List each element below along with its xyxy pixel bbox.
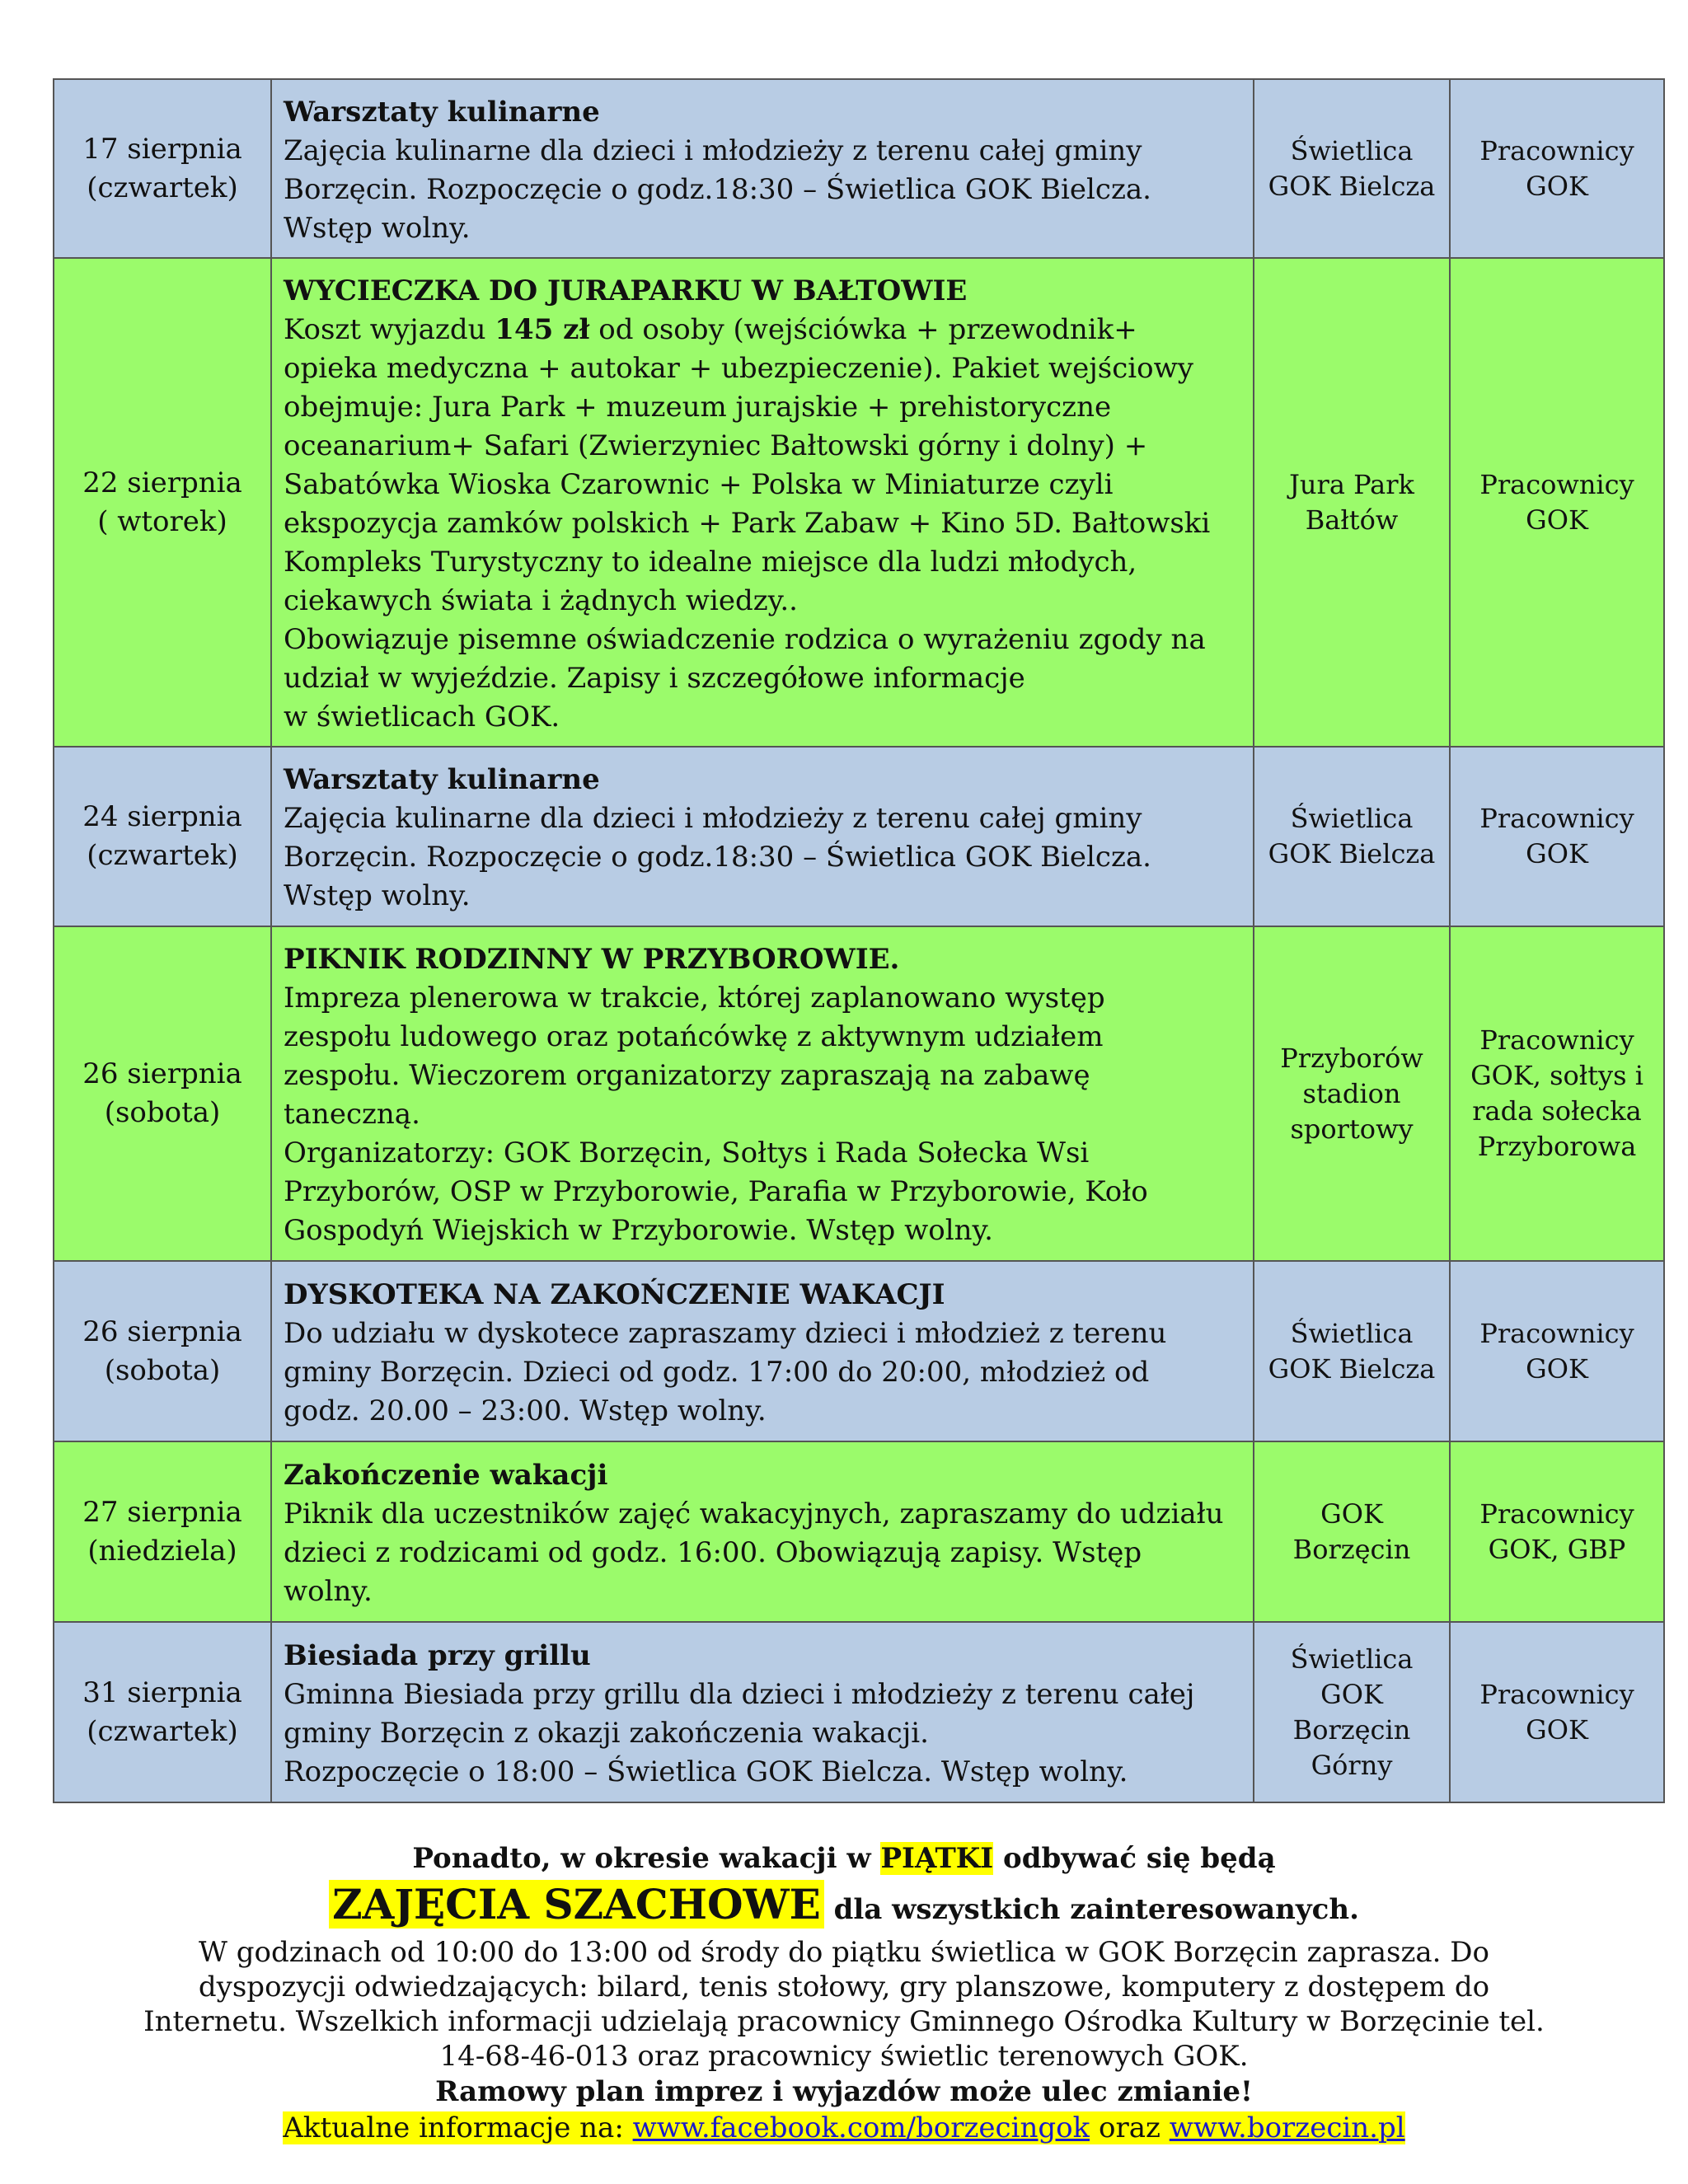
event-place: Świetlica GOK Bielcza [1254,79,1450,258]
event-place: Jura Park Bałtów [1254,258,1450,747]
event-place: GOK Borzęcin [1254,1441,1450,1622]
event-date: 17 sierpnia (czwartek) [54,79,271,258]
event-organizer: Pracownicy GOK, sołtys i rada sołecka Przyborowa [1450,926,1664,1261]
event-title: Zakończenie wakacji [284,1458,608,1492]
event-date: 31 sierpnia (czwartek) [54,1622,271,1802]
event-title: DYSKOTEKA NA ZAKOŃCZENIE WAKACJI [284,1277,945,1311]
event-title: PIKNIK RODZINNY W PRZYBOROWIE. [284,943,900,976]
event-date: 22 sierpnia ( wtorek) [54,258,271,747]
event-organizer: Pracownicy GOK [1450,1622,1664,1802]
chess-classes-highlight: ZAJĘCIA SZACHOWE [329,1880,824,1929]
event-body: Gminna Biesiada przy grillu dla dzieci i młodzieży z terenu całej gminy Borzęcin z okazji zakończenia wakacji. Rozpoczęcie o 18:00 – Świetlica GOK Bielcza. Wstęp wolny. [284,1677,1195,1788]
event-date: 26 sierpnia (sobota) [54,1261,271,1441]
event-body: Impreza plenerowa w trakcie, której zaplanowano występ zespołu ludowego oraz potańcówkę z aktywnym udziałem zespołu. Wieczorem organizatorzy zapraszają na zabawę taneczną. Organizatorzy: GOK Borzęcin, Sołtys i Rada Sołecka Wsi Przyborów, OSP w Przyborowie, Parafia w Przyborowie, Koło Gospodyń Wiejskich w Przyborowie. Wstęp wolny. [284,982,1148,1247]
event-body: Do udziału w dyskotece zapraszamy dzieci i młodzież z terenu gminy Borzęcin. Dzieci od godz. 17:00 do 20:00, młodzież od godz. 20.00 – 23:00. Wstęp wolny. [284,1316,1167,1427]
event-description [271,1622,1254,1802]
table-row [54,1261,1664,1441]
fridays-highlight: PIĄTKI [880,1842,994,1875]
event-organizer: Pracownicy GOK [1450,79,1664,258]
info-links-line: Aktualne informacje na: www.facebook.com/borzecingok oraz www.borzecin.pl [283,2111,1405,2144]
chess-classes-heading: ZAJĘCIA SZACHOWE dla wszystkich zainteresowanych. [0,1879,1688,1935]
event-title: Warsztaty kulinarne [284,95,600,129]
event-description [271,79,1254,258]
event-body: Zajęcia kulinarne dla dzieci i młodzieży z terenu całej gminy Borzęcin. Rozpoczęcie o godz.18:30 – Świetlica GOK Bielcza. Wstęp wolny. [284,802,1151,912]
website-link[interactable]: www.borzecin.pl [1169,2111,1405,2144]
event-title: Warsztaty kulinarne [284,763,600,796]
event-body: Zajęcia kulinarne dla dzieci i młodzieży z terenu całej gminy Borzęcin. Rozpoczęcie o godz.18:30 – Świetlica GOK Bielcza. Wstęp wolny. [284,134,1151,245]
event-description [271,926,1254,1261]
event-description [271,258,1254,747]
event-price: 145 zł [495,312,590,346]
event-organizer: Pracownicy GOK [1450,1261,1664,1441]
table-row [54,926,1664,1261]
event-organizer: Pracownicy GOK [1450,747,1664,926]
event-date: 24 sierpnia (czwartek) [54,747,271,926]
table-row [54,1441,1664,1622]
event-place: Świetlica GOK Borzęcin Górny [1254,1622,1450,1802]
event-description [271,1441,1254,1622]
event-date: 27 sierpnia (niedziela) [54,1441,271,1622]
table-row [54,747,1664,926]
event-description [271,747,1254,926]
event-body: Koszt wyjazdu 145 zł od osoby (wejściówka + przewodnik+ opieka medyczna + autokar + ubezpieczenie). Pakiet wejściowy obejmuje: Jura Park + muzeum jurajskie + prehistoryczne oceanarium+ Safari (Zwierzyniec Bałtowski górny i dolny) + Sabatówka Wioska Czarownic + Polska w Miniaturze czyli ekspozycja zamków polskich + Park Zabaw + Kino 5D. Bałtowski Kompleks Turystyczny to idealne miejsce dla ludzi młodych, ciekawych świata i żądnych wiedzy.. Obowiązuje pisemne oświadczenie rodzica o wyrażeniu zgody na udział w wyjeździe. Zapisy i szczegółowe informacje w świetlicach GOK. [284,312,1211,733]
events-schedule-table [53,78,1665,1803]
table-row [54,258,1664,747]
opening-hours-paragraph: W godzinach od 10:00 do 13:00 od środy do piątku świetlica w GOK Borzęcin zaprasza. Do dyspozycji odwiedzających: bilard, tenis stołowy, gry planszowe, komputery z dostępem do Internetu. Wszelkich informacji udzielają pracownicy Gminnego Ośrodka Kultury w Borzęcinie tel. 14-68-46-013 oraz pracownicy świetlic terenowych GOK. [143,1936,1545,2073]
event-title: Biesiada przy grillu [284,1638,591,1672]
event-body: Piknik dla uczestników zajęć wakacyjnych, zapraszamy do udziału dzieci z rodzicami od godz. 16:00. Obowiązują zapisy. Wstęp wolny. [284,1497,1224,1608]
event-date: 26 sierpnia (sobota) [54,926,271,1261]
event-place: Świetlica GOK Bielcza [1254,747,1450,926]
chess-announcement-line: Ponadto, w okresie wakacji w PIĄTKI odbywać się będą [412,1842,1276,1875]
table-row [54,79,1664,258]
table-row [54,1622,1664,1802]
event-title: WYCIECZKA DO JURAPARKU W BAŁTOWIE [284,274,968,307]
event-organizer: Pracownicy GOK [1450,258,1664,747]
event-organizer: Pracownicy GOK, GBP [1450,1441,1664,1622]
event-place: Świetlica GOK Bielcza [1254,1261,1450,1441]
event-place: Przyborów stadion sportowy [1254,926,1450,1261]
facebook-link[interactable]: www.facebook.com/borzecingok [632,2111,1090,2144]
event-description [271,1261,1254,1441]
footer-notes [0,1838,1688,2146]
plan-change-note: Ramowy plan imprez i wyjazdów może ulec zmianie! [435,2075,1253,2108]
